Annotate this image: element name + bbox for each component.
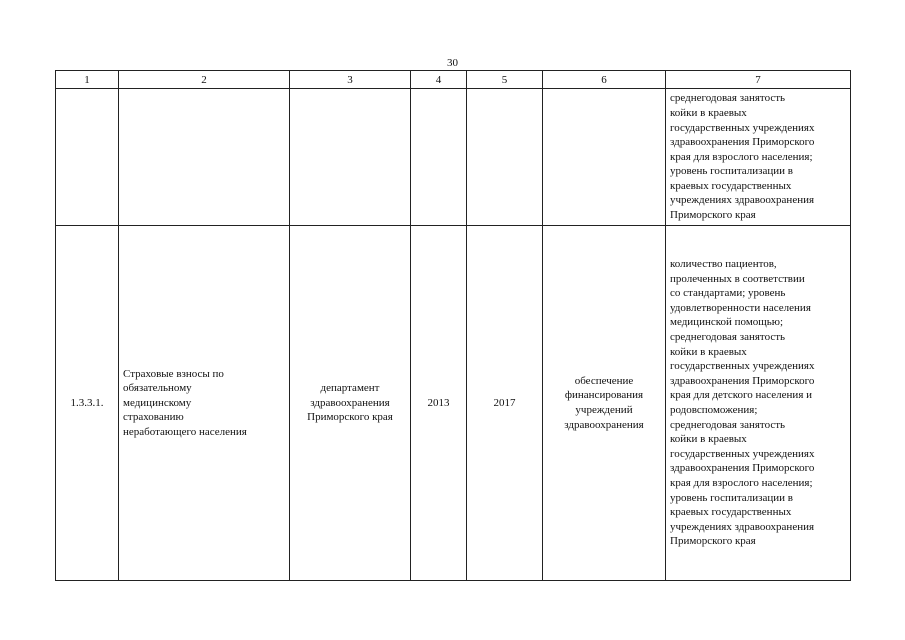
indicators-text: среднегодовая занятость койки в краевых государственных учреждениях здравоохранения Приморского края для взрослого населения; уровень госпитализации в краевых государственных учреждениях здравоохранения Приморского края (670, 92, 815, 222)
column-header: 3 (290, 71, 411, 89)
table-header-row (56, 71, 851, 89)
column-header: 7 (666, 71, 851, 89)
program-table (55, 70, 851, 581)
expected-result: обеспечение финансирования учреждений здравоохранения (564, 374, 644, 431)
column-header: 1 (56, 71, 119, 89)
table-cell (119, 89, 290, 226)
end-year: 2017 (493, 396, 516, 409)
table-row (56, 89, 851, 226)
executor: департамент здравоохранения Приморского края (307, 382, 393, 424)
table-cell (543, 89, 666, 226)
indicators-cell (666, 226, 851, 581)
table-cell (290, 89, 411, 226)
end-year-cell (467, 226, 543, 581)
column-header: 6 (543, 71, 666, 89)
table-row (56, 226, 851, 581)
executor-cell (290, 226, 411, 581)
table-cell (467, 89, 543, 226)
start-year: 2013 (427, 396, 450, 409)
table-cell (56, 89, 119, 226)
item-number: 1.3.3.1. (70, 396, 104, 409)
column-header: 4 (411, 71, 467, 89)
start-year-cell (411, 226, 467, 581)
indicators-text: количество пациентов, пролеченных в соответствии со стандартами; уровень удовлетворенности населения медицинской помощью; среднегодовая занятость койки в краевых государственных учреждениях здравоохранения Приморского края для детского населения и родовспоможения; среднегодовая занятость койки в краевых государственных учреждениях здравоохранения Приморского края для взрослого населения; уровень госпитализации в краевых государственных учреждениях здравоохранения Приморского края (670, 258, 815, 548)
page-number: 30 (447, 57, 458, 69)
table-cell (411, 89, 467, 226)
indicators-cell (666, 89, 851, 226)
column-header: 2 (119, 71, 290, 89)
item-number-cell (56, 226, 119, 581)
expected-result-cell (543, 226, 666, 581)
measure-name: Страховые взносы по обязательному медицинскому страхованию неработающего населения (123, 367, 247, 438)
measure-name-cell (119, 226, 290, 581)
column-header: 5 (467, 71, 543, 89)
